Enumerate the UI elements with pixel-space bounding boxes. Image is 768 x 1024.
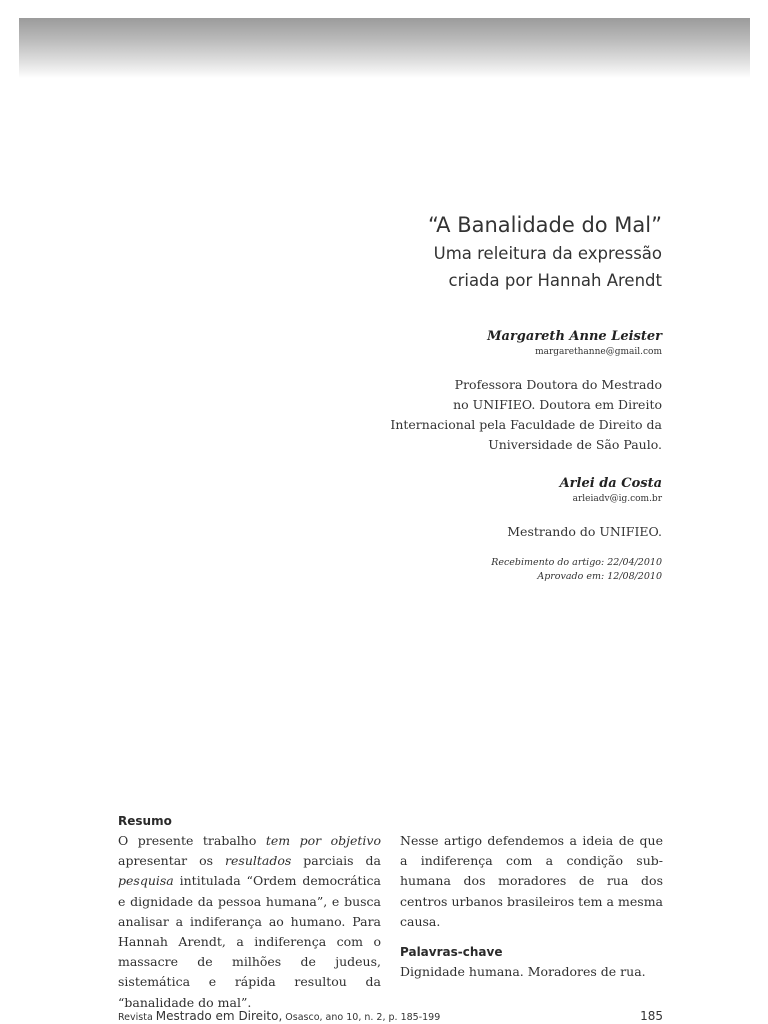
abstract-heading: Resumo [118, 814, 172, 828]
abstract-text-run: intitulada “Ordem democrática e dignidade da pessoa humana”, e busca analisar a indiferança ao humano. Para Hannah Arendt, a indiferença com o massacre de milhões de judeus, sistemática e rápida resultou da “banalidade do mal”. [118, 873, 381, 1010]
journal-name: Mestrado em Direito, [155, 1009, 283, 1023]
affiliation-line: Professora Doutora do Mestrado [454, 377, 662, 392]
abstract-column-left [118, 812, 381, 1013]
author-affiliation [242, 522, 662, 542]
page-number: 185 [640, 1009, 663, 1023]
abstract-italic-run: pesquisa [118, 873, 174, 889]
title-block [428, 210, 662, 294]
author-email: margarethanne@gmail.com [535, 347, 662, 357]
abstract-italic-run: tem por objetivo [265, 833, 381, 848]
journal-citation [118, 1009, 440, 1023]
author-email: arleiadv@ig.com.br [572, 494, 662, 504]
header-band [19, 18, 750, 78]
authors-block [242, 328, 662, 584]
affiliation-line: Mestrando do UNIFIEO. [507, 524, 662, 539]
received-date: Recebimento do artigo: 22/04/2010 [491, 557, 662, 568]
abstract-italic-run: resultados [225, 853, 292, 869]
article-dates [242, 556, 662, 584]
author-name: Margareth Anne Leister [487, 329, 662, 344]
abstract-text [118, 831, 381, 1013]
abstract-text-run: O presente trabalho [118, 833, 266, 848]
abstract-text-run: parciais da [291, 853, 381, 869]
author-name: Arlei da Costa [559, 476, 662, 491]
author-block [242, 475, 662, 542]
abstract-column-right [400, 831, 663, 982]
abstract-continuation: Nesse artigo defendemos a ideia de que a indiferença com a condição sub-humana dos moradores de rua dos centros urbanos brasileiros tem a mesma causa. [400, 833, 663, 929]
author-block [242, 328, 662, 455]
affiliation-line: Universidade de São Paulo. [488, 437, 662, 452]
article-title: “A Banalidade do Mal” [427, 213, 662, 237]
article-subtitle-line-1: Uma releitura da expressão [433, 244, 662, 263]
affiliation-line: no UNIFIEO. Doutora em Direito [453, 397, 662, 412]
article-subtitle-line-2: criada por Hannah Arendt [448, 271, 662, 290]
keywords-text: Dignidade humana. Moradores de rua. [400, 964, 646, 980]
author-affiliation [242, 375, 662, 455]
journal-prefix: Revista [118, 1012, 156, 1023]
affiliation-line: Internacional pela Faculdade de Direito da [390, 417, 662, 432]
abstract-text-run: apresentar os [118, 853, 226, 869]
journal-details: Osasco, ano 10, n. 2, p. 185-199 [282, 1012, 441, 1023]
approved-date: Aprovado em: 12/08/2010 [537, 571, 662, 582]
keywords-heading: Palavras-chave [400, 945, 503, 960]
